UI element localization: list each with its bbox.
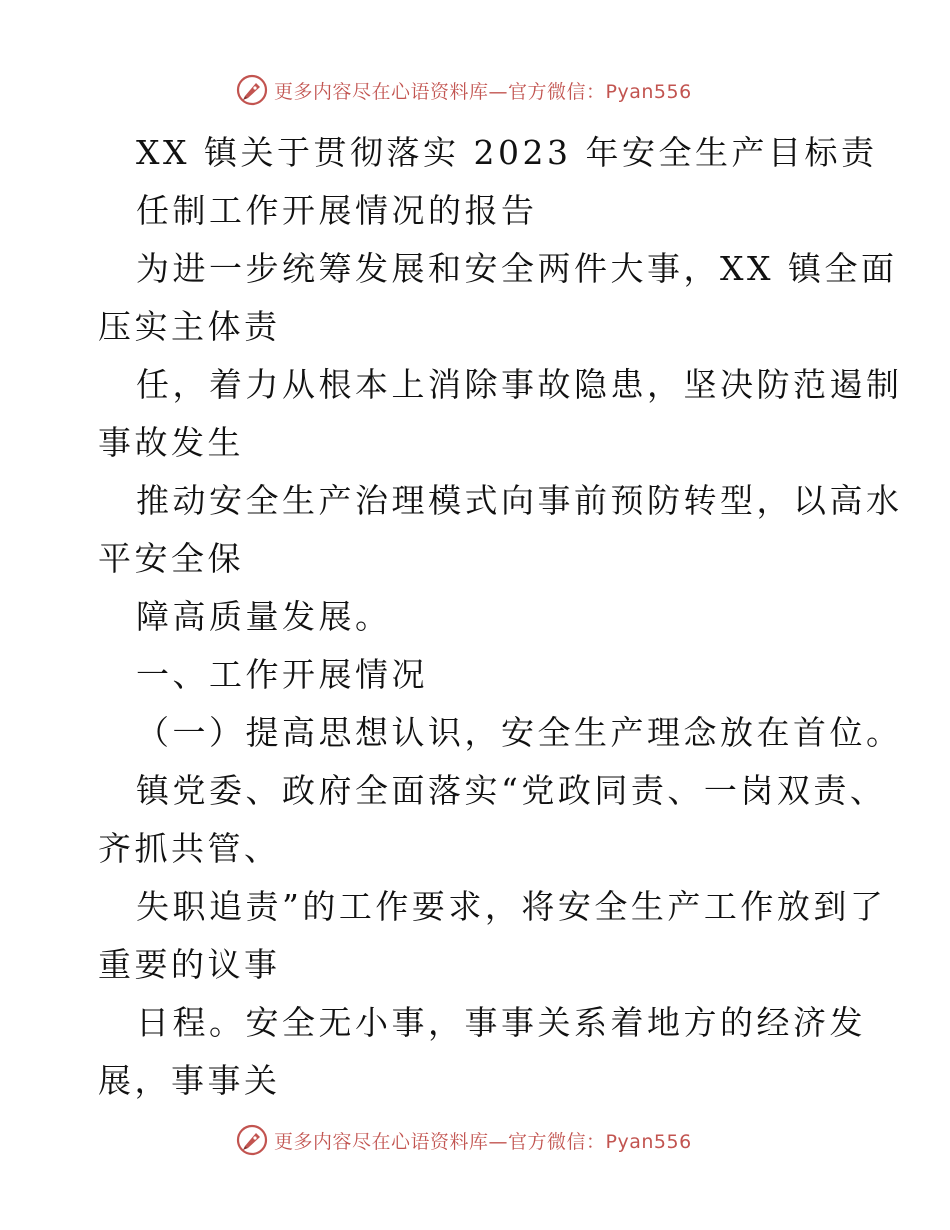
text-line: 重要的议事 xyxy=(98,945,281,984)
text-line: 日程。安全无小事，事事关系着地方的经济发 xyxy=(136,1003,866,1042)
text-line: 为进一步统筹发展和安全两件大事，XX 镇全面 xyxy=(136,249,898,288)
text-line: （一）提高思想认识，安全生产理念放在首位。 xyxy=(136,713,903,752)
text-line: 任，着力从根本上消除事故隐患，坚决防范遏制 xyxy=(136,365,903,404)
text-line: 镇党委、政府全面落实“党政同责、一岗双责、 xyxy=(136,771,887,810)
pen-nib-logo-icon xyxy=(236,74,268,106)
text-line: 任制工作开展情况的报告 xyxy=(136,191,538,230)
text-line: 事故发生 xyxy=(98,423,244,462)
text-line: XX 镇关于贯彻落实 2023 年安全生产目标责 xyxy=(136,133,878,172)
watermark-text: 更多内容尽在心语资料库—官方微信：Pyan556 xyxy=(274,80,692,103)
text-line: 齐抓共管、 xyxy=(98,829,281,868)
text-line: 失职追责”的工作要求，将安全生产工作放到了 xyxy=(136,887,887,926)
watermark-footer xyxy=(236,1123,692,1157)
pen-nib-logo-icon xyxy=(236,1124,268,1156)
text-line: 压实主体责 xyxy=(98,307,281,346)
text-line: 推动安全生产治理模式向事前预防转型，以高水 xyxy=(136,481,903,520)
text-line: 障高质量发展。 xyxy=(136,597,392,636)
text-line: 一、工作开展情况 xyxy=(136,655,428,694)
watermark-header xyxy=(236,73,692,107)
text-line: 平安全保 xyxy=(98,539,244,578)
document-body xyxy=(98,124,903,1110)
text-line: 展，事事关 xyxy=(98,1061,281,1100)
watermark-text: 更多内容尽在心语资料库—官方微信：Pyan556 xyxy=(274,1130,692,1153)
